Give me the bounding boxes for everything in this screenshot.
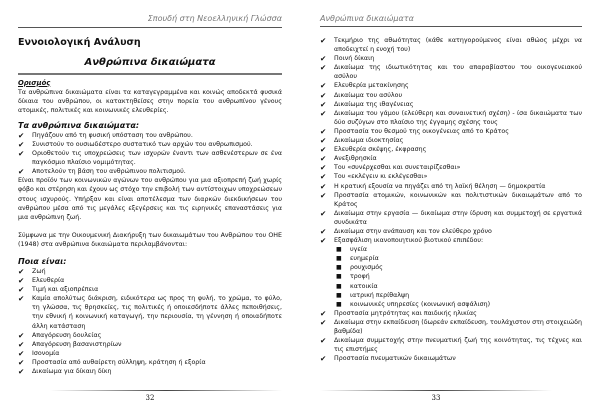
list-item xyxy=(18,140,282,149)
list-item xyxy=(320,336,582,354)
list-item xyxy=(320,54,582,63)
list-item-text: Αποτελούν τη βάση του ανθρώπινου πολιτισμού. xyxy=(32,168,186,176)
rights-items-list xyxy=(320,36,582,245)
right-page xyxy=(300,0,600,416)
list-item-text: Προστασία ατομικών, κοινωνικών και πολιτιστικών δικαιωμάτων από το Κράτος xyxy=(334,191,582,208)
list-item xyxy=(18,276,282,285)
checkmark-icon: ✔ xyxy=(320,226,327,236)
square-bullet-icon: ■ xyxy=(336,264,342,272)
list-item-text: τροφή xyxy=(350,273,370,281)
checkmark-icon: ✔ xyxy=(18,330,25,340)
checkmark-icon: ✔ xyxy=(320,190,327,200)
list-item-text: Ποινή δίκαιη xyxy=(334,55,375,63)
list-item xyxy=(320,136,582,145)
square-bullet-icon: ■ xyxy=(336,282,342,290)
footer-rule xyxy=(320,390,552,391)
checkmark-icon: ✔ xyxy=(18,285,25,295)
checkmark-icon: ✔ xyxy=(320,354,327,364)
checkmark-icon: ✔ xyxy=(18,348,25,358)
list-item-text: Προστασία μητρότητας και παιδικής ηλικίας xyxy=(334,309,477,317)
checkmark-icon: ✔ xyxy=(320,136,327,146)
list-item xyxy=(320,91,582,100)
list-item xyxy=(320,300,582,309)
running-header: Σπουδή στη Νεοελληνική Γλώσσα xyxy=(147,14,282,23)
list-item xyxy=(320,100,582,109)
list-item-text: Δικαίωμα συμμετοχής στην πνευματική ζωή της κοινότητας, τις τέχνες και τις επιστήμες xyxy=(334,337,582,354)
checkmark-icon: ✔ xyxy=(320,36,327,45)
list-item-text: Καμία απολύτως διάκριση, ειδικότερα ως προς τη φυλή, το χρώμα, το φύλο, τη γλώσσα, τις θρησκείες, τις πολιτικές ή οποιεσδήποτε άλλες πεποιθήσεις, την εθνική ή κοινωνική καταγωγή, την περιουσία, τη γέννηση ή οποιαδήποτε άλλη κατάσταση xyxy=(32,295,282,330)
list-item-text: Δικαίωμα ιδιοκτησίας xyxy=(334,137,404,145)
list-item-text: Ζωή xyxy=(32,268,46,275)
list-item-text: Δικαίωμα στην ανάπαυση και τον ελεύθερο χρόνο xyxy=(334,227,492,235)
checkmark-icon: ✔ xyxy=(18,357,25,367)
checkmark-icon: ✔ xyxy=(320,317,327,327)
checkmark-icon: ✔ xyxy=(18,276,25,286)
list-item xyxy=(320,145,582,154)
list-item-text: Πηγάζουν από τη φυσική υπόσταση του ανθρώπου. xyxy=(32,131,193,139)
list-item-text: Οριοθετούν τις υποχρεώσεις των ισχυρών έναντι των ασθενέστερων σε ένα παγκόσμιο πλαίσιο νομιμότητας. xyxy=(32,150,282,167)
list-item xyxy=(320,263,582,272)
checkmark-icon: ✔ xyxy=(320,208,327,218)
list-item xyxy=(320,354,582,363)
section-heading: Εννοιολογική Ανάλυση xyxy=(18,37,141,48)
rights-list xyxy=(18,131,282,176)
definition-label: Ορισμός xyxy=(18,78,51,87)
checkmark-icon: ✔ xyxy=(320,181,327,191)
list-item xyxy=(18,131,282,140)
list-item-text: Τιμή και αξιοπρέπεια xyxy=(32,286,99,294)
rights-items-list xyxy=(18,267,282,376)
list-item xyxy=(320,318,582,336)
list-item-text: Ελευθερία μετακίνησης xyxy=(334,82,409,90)
list-item-text: Δικαίωμα στην εκπαίδευση (δωρεάν εκπαίδευση, τουλάχιστον στη στοιχειώδη βαθμίδα) xyxy=(334,318,582,335)
page-number: 33 xyxy=(431,394,441,402)
running-header: Ανθρώπινα δικαιώματα xyxy=(320,14,414,23)
list-item-text: Δικαίωμα του γάμου (ελεύθερη και συναινετική σχέση) - ίσα δικαιώματα των δύο συζύγων στο πλαίσιο της έγγαμης σχέσης τους xyxy=(334,109,582,126)
list-item xyxy=(320,282,582,291)
list-item xyxy=(320,154,582,163)
list-item xyxy=(320,36,582,54)
checkmark-icon: ✔ xyxy=(320,126,327,136)
header-rule xyxy=(320,26,582,27)
list-item-text: ιατρική περίθαλψη xyxy=(350,291,410,299)
rights-label: Τα ανθρώπινα δικαιώματα: xyxy=(18,120,140,130)
declaration-text: Σύμφωνα με την Οικουμενική Διακήρυξη των δικαιωμάτων του Ανθρώπου του ΟΗΕ (1948) στα ανθρώπινα δικαιώματα περιλαμβάνονται: xyxy=(18,231,282,248)
list-item xyxy=(18,167,282,176)
left-content xyxy=(18,36,282,376)
list-item-text: ρουχισμός xyxy=(350,264,383,272)
checkmark-icon: ✔ xyxy=(320,172,327,182)
which-label: Ποια είναι: xyxy=(18,257,67,266)
rights-items-list-2 xyxy=(320,309,582,364)
list-item-text: Δικαίωμα της ιθαγένειας xyxy=(334,100,414,108)
list-item-text: Δικαίωμα για δίκαιη δίκη xyxy=(32,368,112,376)
list-item-text: Συνιστούν το ουσιωδέστερο συστατικό των αρχών του ανθρωπισμού. xyxy=(32,140,253,148)
list-item xyxy=(320,172,582,181)
title-rule xyxy=(18,73,282,75)
checkmark-icon: ✔ xyxy=(18,149,25,159)
list-item xyxy=(320,254,582,263)
checkmark-icon: ✔ xyxy=(18,267,25,276)
list-item-text: Τεκμήριο της αθωότητας (κάθε κατηγορούμενος είναι αθώος μέχρι να αποδειχτεί η ενοχή του) xyxy=(334,37,582,54)
checkmark-icon: ✔ xyxy=(320,90,327,100)
list-item-text: κοινωνικές υπηρεσίες (κοινωνική ασφάλιση) xyxy=(350,300,491,308)
checkmark-icon: ✔ xyxy=(320,145,327,155)
checkmark-icon: ✔ xyxy=(320,81,327,91)
list-item-text: Ελευθερία σκέψης, έκφρασης xyxy=(334,146,427,154)
checkmark-icon: ✔ xyxy=(320,54,327,64)
list-item-text: Δικαίωμα στην εργασία — δικαίωμα στην ίδρυση και συμμετοχή σε εργατικά συνδικάτα xyxy=(334,209,582,226)
list-item xyxy=(320,81,582,90)
list-item xyxy=(320,109,582,127)
list-item xyxy=(320,63,582,81)
list-item xyxy=(320,191,582,209)
square-bullet-icon: ■ xyxy=(336,291,342,299)
checkmark-icon: ✔ xyxy=(320,108,327,118)
list-item xyxy=(320,127,582,136)
list-item xyxy=(18,340,282,349)
definition-text: Τα ανθρώπινα δικαιώματα είναι τα καταγεγραμμένα και κοινώς αποδεκτά φυσικά δίκαια του ανθρώπου, οι κατακτηθείσες στην πορεία του ανθρωπίνου γένους ατομικές, πολιτικές και κοινωνικές ελευθερίες. xyxy=(18,88,282,114)
page-title: Ανθρώπινα δικαιώματα xyxy=(84,57,216,68)
page-number: 32 xyxy=(145,394,155,402)
list-item xyxy=(320,309,582,318)
list-item xyxy=(18,149,282,167)
square-bullet-icon: ■ xyxy=(336,246,342,254)
list-item-text: Απαγόρευση δουλείας xyxy=(32,331,102,339)
checkmark-icon: ✔ xyxy=(320,236,327,246)
checkmark-icon: ✔ xyxy=(320,163,327,173)
list-item xyxy=(320,227,582,236)
header-rule xyxy=(18,27,282,28)
checkmark-icon: ✔ xyxy=(18,167,25,177)
paragraph: Είναι προϊόν των κοινωνικών αγώνων του ανθρώπου για μια αξιοπρεπή ζωή χωρίς φόβο και στέρηση και έχουν ως στόχο την επιβολή των αντίστοιχων υποχρεώσεων στους ισχυρούς. Υπήρξαν και είναι αποτέλεσμα των διαρκών διεκδικήσεων του ανθρώπου μέσα από τις μεγάλες εξεγέρσεις και τις ειρηνικές επαναστάσεις για μια ανθρώπινη ζωή. xyxy=(18,177,282,221)
footer-rule xyxy=(50,390,282,391)
square-bullet-icon: ■ xyxy=(336,273,342,281)
checkmark-icon: ✔ xyxy=(18,130,25,140)
list-item-text: υγεία xyxy=(350,246,368,254)
list-item-text: Προστασία του θεσμού της οικογένειας από το Κράτος xyxy=(334,127,509,135)
list-item xyxy=(320,245,582,254)
square-bullet-icon: ■ xyxy=(336,255,342,263)
living-standard-list xyxy=(320,245,582,309)
checkmark-icon: ✔ xyxy=(320,308,327,318)
list-item-text: κατοικία xyxy=(350,282,378,290)
list-item-text: Ισονομία xyxy=(32,349,60,357)
checkmark-icon: ✔ xyxy=(320,154,327,164)
list-item xyxy=(18,294,282,330)
list-item-text: Ανεξιθρησκία xyxy=(334,155,377,163)
checkmark-icon: ✔ xyxy=(18,294,25,304)
checkmark-icon: ✔ xyxy=(18,367,25,377)
checkmark-icon: ✔ xyxy=(320,336,327,346)
checkmark-icon: ✔ xyxy=(320,63,327,73)
list-item xyxy=(320,291,582,300)
right-content xyxy=(320,36,582,363)
square-bullet-icon: ■ xyxy=(336,300,342,308)
list-item-text: Ελευθερία xyxy=(32,277,65,285)
list-item xyxy=(320,182,582,191)
list-item-text: Του «συνέρχεσθαι και συνεταιρίζεσθαι» xyxy=(334,164,461,172)
list-item-text: Προστασία από αυθαίρετη σύλληψη, κράτηση ή εξορία xyxy=(32,358,206,366)
list-item xyxy=(320,236,582,245)
list-item-text: Προστασία πνευματικών δικαιωμάτων xyxy=(334,355,456,363)
checkmark-icon: ✔ xyxy=(18,139,25,149)
list-item-text: Η κρατική εξουσία να πηγάζει από τη λαϊκή θέληση — δημοκρατία xyxy=(334,182,546,190)
list-item-text: Δικαίωμα της ιδιωτικότητας και του απαραβίαστου του οικογενειακού ασύλου xyxy=(334,64,582,81)
list-item xyxy=(18,267,282,276)
checkmark-icon: ✔ xyxy=(320,99,327,109)
list-item xyxy=(18,358,282,367)
list-item xyxy=(320,272,582,281)
list-item xyxy=(18,331,282,340)
list-item xyxy=(18,367,282,376)
list-item-text: Δικαίωμα του ασύλου xyxy=(334,91,403,99)
list-item xyxy=(18,285,282,294)
list-item-text: ευημερία xyxy=(350,255,379,263)
list-item xyxy=(320,209,582,227)
list-item-text: Του «εκλέγειν κι εκλέγεσθαι» xyxy=(334,173,428,181)
list-item-text: Εξασφάλιση ικανοποιητικού βιοτικού επιπέδου: xyxy=(334,237,484,245)
list-item-text: Απαγόρευση βασανιστηρίων xyxy=(32,340,122,348)
list-item xyxy=(320,163,582,172)
list-item xyxy=(18,349,282,358)
checkmark-icon: ✔ xyxy=(18,339,25,349)
